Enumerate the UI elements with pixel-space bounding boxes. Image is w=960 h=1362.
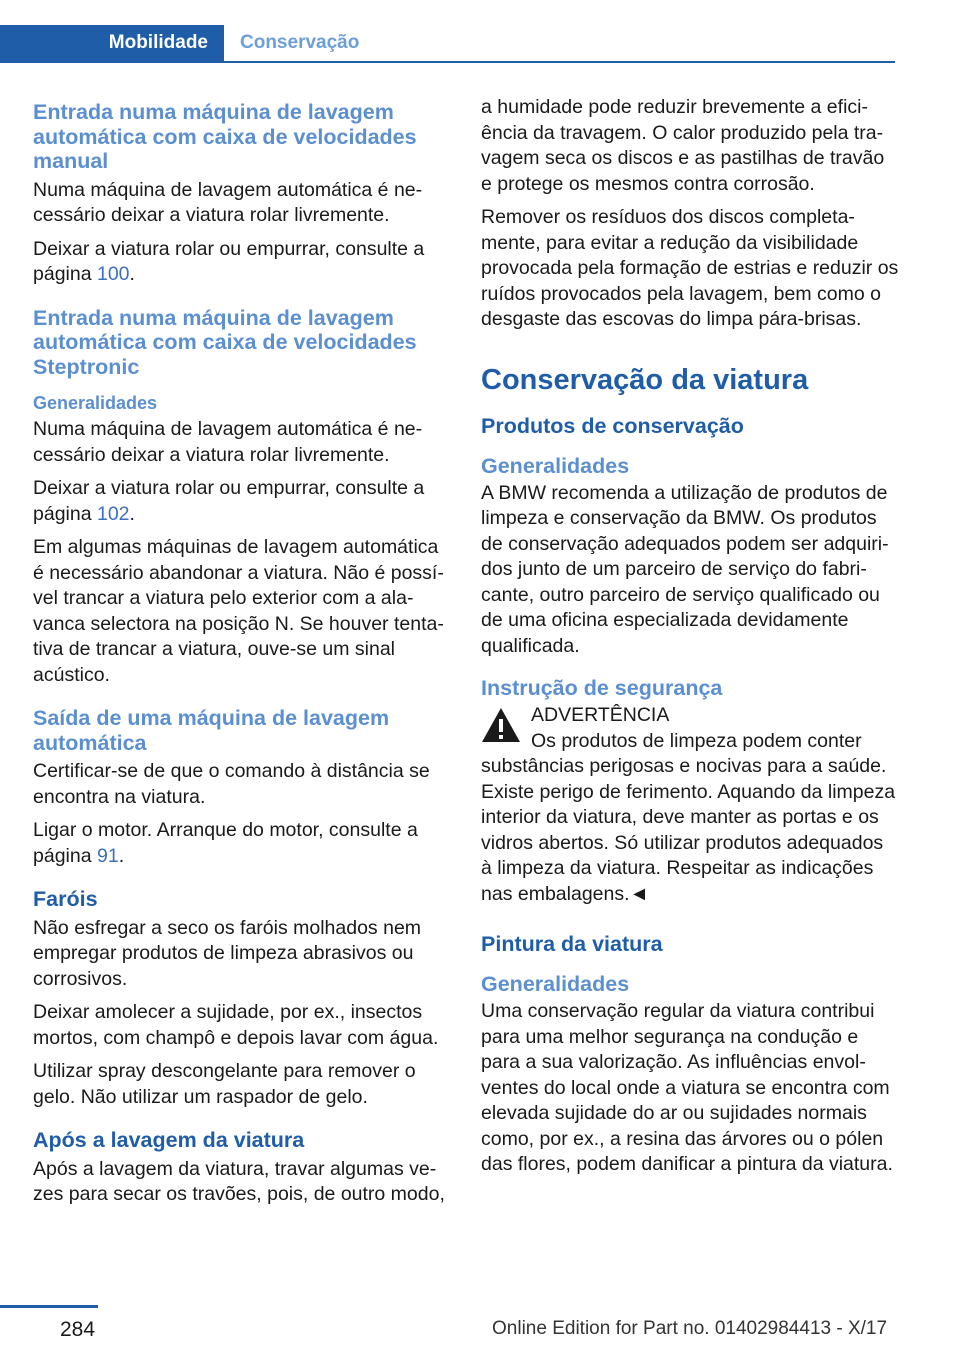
- page-link[interactable]: 91: [96, 844, 119, 867]
- paragraph: A BMW recomenda a utilização de produtos de limpeza e conservação da BMW. Os produtos de conservação adequados podem ser adquiridos junto de um parceiro de serviço do fabricante, outro parceiro de serviço qualificado ou de uma oficina especializada devidamente qualificada.: [481, 481, 889, 657]
- tab-conservacao[interactable]: Conservação: [240, 32, 360, 53]
- heading-produtos: Produtos de conservação: [481, 413, 744, 438]
- warning-block: [481, 703, 899, 907]
- edition-note: Online Edition for Part no. 01402984413 - X/17: [492, 1318, 888, 1339]
- footer-rule: [0, 1305, 98, 1308]
- paragraph: Numa máquina de lavagem automática é necessário deixar a viatura rolar livremente.: [33, 418, 423, 466]
- heading-generalidades: Generalidades: [481, 972, 630, 996]
- left-column: [33, 100, 451, 1216]
- paragraph: Remover os resíduos dos discos completamente, para evitar a redução da visibilidade provocada pela formação de estrias e reduzir os ruídos provocados pela lavagem, bem como o desgaste das escovas do limpa pára-brisas.: [481, 206, 899, 330]
- paragraph: Após a lavagem da viatura, travar algumas vezes para secar os travões, pois, de outro modo,: [33, 1157, 445, 1205]
- heading-generalidades: Generalidades: [481, 453, 630, 478]
- heading-steptronic: Entrada numa máquina de lavagem automática com caixa de velocidades Steptronic: [33, 305, 417, 379]
- heading-manual: Entrada numa máquina de lavagem automática com caixa de velocidades manual: [33, 100, 417, 173]
- paragraph: Ligar o motor. Arranque do motor, consulte a página 91.: [33, 819, 418, 867]
- heading-generalidades: Generalidades: [33, 393, 158, 413]
- page-number: 284: [60, 1318, 96, 1341]
- heading-instrucao: Instrução de segurança: [481, 676, 723, 700]
- paragraph: Não esfregar a seco os faróis molhados nem empregar produtos de limpeza abrasivos ou corrosivos.: [33, 916, 422, 990]
- page-link[interactable]: 102: [96, 502, 130, 525]
- warning-title: ADVERTÊNCIA: [531, 704, 670, 726]
- paragraph: a humidade pode reduzir brevemente a eficiência da travagem. O calor produzido pela travagem seca os discos e as pastilhas de travão e protege os mesmos contra corrosão.: [481, 96, 885, 195]
- tab-mobilidade[interactable]: Mobilidade: [0, 25, 224, 61]
- paragraph: Utilizar spray descongelante para remover o gelo. Não utilizar um raspador de gelo.: [33, 1060, 416, 1108]
- heading-saida: Saída de uma máquina de lavagem automática: [33, 706, 390, 755]
- paragraph: Deixar a viatura rolar ou empurrar, consulte a página 100.: [33, 237, 425, 285]
- heading-apos: Após a lavagem da viatura: [33, 1128, 305, 1152]
- paragraph: Deixar a viatura rolar ou empurrar, consulte a página 102.: [33, 477, 425, 525]
- paragraph: Numa máquina de lavagem automática é necessário deixar a viatura rolar livremente.: [33, 178, 423, 226]
- paragraph: Deixar amolecer a sujidade, por ex., insectos mortos, com champô e depois lavar com água.: [33, 1001, 439, 1049]
- page-link[interactable]: 100: [96, 263, 130, 285]
- right-column: [481, 95, 899, 1186]
- heading-pintura: Pintura da viatura: [481, 932, 663, 956]
- paragraph: Em algumas máquinas de lavagem automática é necessário abandonar a viatura. Não é possível trancar a viatura pelo exterior com a alavanca selectora na posição N. Se houver tentativa de trancar a viatura, ouve-se um sinal acústico.: [33, 536, 444, 686]
- warning-text: Os produtos de limpeza podem conter substâncias perigosas e nocivas para a saúde. Existe perigo de ferimento. Aquando da limpeza interior da viatura, deve manter as portas e os vidros abertos. Só utilizar produtos adequados à limpeza da viatura. Respeitar as indicações nas embalagens.◄: [481, 729, 896, 905]
- warning-icon: [481, 707, 521, 743]
- heading-conservacao: Conservação da viatura: [481, 363, 809, 396]
- paragraph: Certificar-se de que o comando à distância se encontra na viatura.: [33, 760, 430, 808]
- heading-farois: Faróis: [33, 887, 98, 911]
- paragraph: Uma conservação regular da viatura contribui para uma melhor segurança na condução e para a sua valorização. As influências envolventes do local onde a viatura se encontra com elevada sujidade do ar ou sujidades normais como, por ex., a resina das árvores ou o pólen das flores, podem danificar a pintura da viatura.: [481, 1000, 893, 1175]
- header-tabbar: [0, 25, 895, 63]
